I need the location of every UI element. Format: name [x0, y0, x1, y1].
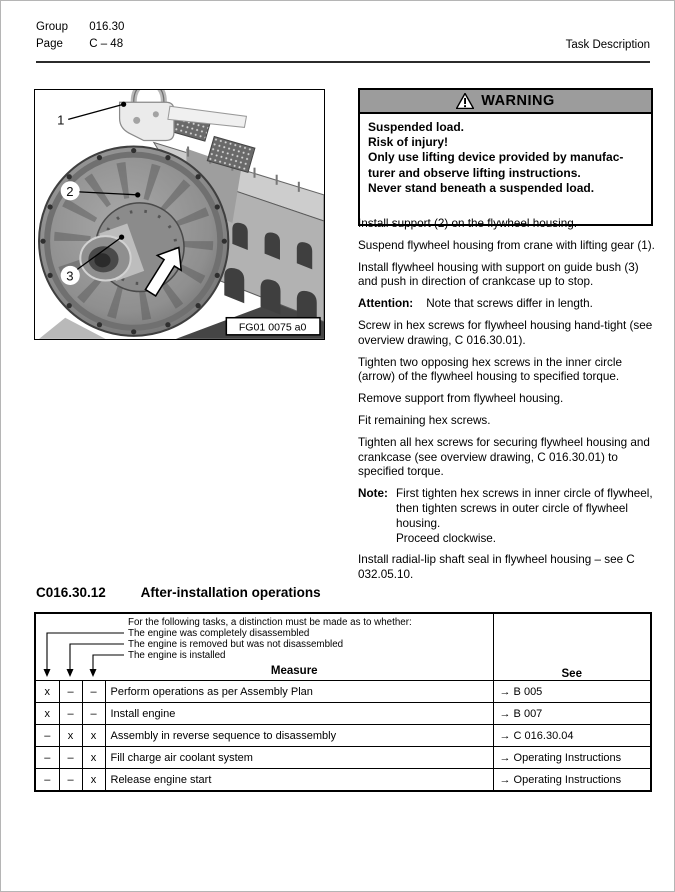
- warning-line: Only use lifting device provided by manufac-: [368, 150, 624, 165]
- table-row: [35, 681, 651, 703]
- header-page-row: [36, 36, 124, 53]
- warning-box: [358, 88, 653, 226]
- see-cell: → Operating Instructions: [493, 747, 651, 769]
- legend-line: The engine was completely disassembled: [128, 628, 310, 639]
- group-value: 016.30: [89, 21, 125, 33]
- callout-1: 1: [57, 112, 65, 128]
- after-installation-table: [34, 612, 652, 792]
- measure-cell: Perform operations as per Assembly Plan: [105, 681, 493, 703]
- header-rule: [36, 61, 650, 63]
- warning-line: Suspended load.: [368, 120, 465, 134]
- guide-bush: [80, 236, 135, 280]
- flag-installed: –: [82, 681, 105, 703]
- flag-disassembled: x: [35, 703, 59, 725]
- instruction-paragraph: Tighten all hex screws for securing flywheel housing and crankcase (see overview drawing, C 016.30.01) to specified torque.: [358, 435, 650, 479]
- section-title: After-installation operations: [140, 585, 321, 600]
- flag-installed: x: [82, 725, 105, 747]
- table-header-row: [35, 613, 651, 681]
- table-legend: [128, 617, 489, 661]
- measure-cell: Install engine: [105, 703, 493, 725]
- flag-installed: –: [82, 703, 105, 725]
- legend-line: The engine is installed: [128, 650, 226, 661]
- attention-label: Attention:: [358, 297, 414, 311]
- see-column-header: See: [493, 613, 651, 681]
- instruction-paragraph: Suspend flywheel housing from crane with lifting gear (1).: [358, 238, 655, 252]
- see-cell: → B 005: [493, 681, 651, 703]
- flag-installed: x: [82, 747, 105, 769]
- legend-line: The engine is removed but was not disassembled: [128, 639, 344, 650]
- instruction-paragraph: Remove support from flywheel housing.: [358, 392, 564, 406]
- note-text: First tighten hex screws in inner circle of flywheel, then tighten screws in outer circle of flywheel housing.: [396, 487, 653, 530]
- callout-2: 2: [66, 183, 74, 199]
- table-row: [35, 725, 651, 747]
- engine-figure: [34, 89, 325, 340]
- warning-line: Risk of injury!: [368, 135, 449, 150]
- legend-and-measure-header: [35, 613, 493, 681]
- instruction-paragraph: Tighten two opposing hex screws in the inner circle (arrow) of the flywheel housing to specified torque.: [358, 355, 622, 384]
- table-row: [35, 703, 651, 725]
- section-number: C016.30.12: [36, 585, 106, 600]
- see-cell: → C 016.30.04: [493, 725, 651, 747]
- flag-removed: –: [59, 703, 82, 725]
- warning-line: Never stand beneath a suspended load.: [368, 180, 595, 195]
- note-body: [396, 487, 656, 546]
- section-name: Task Description: [565, 39, 650, 51]
- measure-cell: Release engine start: [105, 769, 493, 792]
- instruction-paragraph: Install radial-lip shaft seal in flywheel housing – see C 032.05.10.: [358, 553, 635, 582]
- engine-illustration: [35, 90, 324, 339]
- section-heading: [36, 585, 321, 600]
- flywheel-housing: [39, 147, 228, 336]
- figure-ref-label: FG01 0075 a0: [238, 321, 307, 334]
- warning-triangle-icon: [456, 93, 474, 109]
- flag-disassembled: –: [35, 769, 59, 792]
- table-row: [35, 769, 651, 792]
- warning-title-bar: [360, 90, 651, 114]
- measure-cell: Assembly in reverse sequence to disassembly: [105, 725, 493, 747]
- instruction-paragraph: Screw in hex screws for flywheel housing hand-tight (see overview drawing, C 016.30.01).: [358, 318, 653, 347]
- see-cell: → Operating Instructions: [493, 769, 651, 792]
- callout-3: 3: [66, 268, 74, 284]
- note-text-2: Proceed clockwise.: [396, 531, 497, 545]
- instruction-paragraph: Fit remaining hex screws.: [358, 413, 491, 427]
- table-row: [35, 747, 651, 769]
- see-cell: → B 007: [493, 703, 651, 725]
- page-header: [36, 19, 124, 53]
- warning-line: turer and observe lifting instructions.: [368, 165, 581, 180]
- measure-cell: Fill charge air coolant system: [105, 747, 493, 769]
- flag-removed: –: [59, 681, 82, 703]
- attention-text: Note that screws differ in length.: [426, 297, 593, 311]
- instruction-paragraph: Install flywheel housing with support on guide bush (3) and push in direction of crankcase up to stop.: [358, 260, 639, 289]
- flag-disassembled: –: [35, 725, 59, 747]
- flag-removed: –: [59, 769, 82, 792]
- legend-bracket-arrows-icon: [36, 614, 126, 680]
- instruction-paragraph: Install support (2) on the flywheel housing.: [358, 217, 577, 230]
- header-group-row: [36, 19, 124, 36]
- warning-text: [360, 114, 651, 224]
- figure-ref: [226, 318, 320, 335]
- legend-line: For the following tasks, a distinction must be made as to whether:: [128, 617, 412, 628]
- note-block: [358, 487, 656, 546]
- measure-column-header: Measure: [270, 665, 318, 677]
- attention-note: [358, 297, 656, 312]
- task-instructions: [358, 217, 656, 590]
- warning-title: WARNING: [481, 93, 555, 109]
- flag-disassembled: x: [35, 681, 59, 703]
- page-value: C – 48: [89, 38, 124, 50]
- flag-removed: –: [59, 747, 82, 769]
- flag-installed: x: [82, 769, 105, 792]
- group-label: Group: [36, 21, 68, 33]
- note-label: Note:: [358, 487, 388, 501]
- flag-disassembled: –: [35, 747, 59, 769]
- page-label: Page: [36, 38, 63, 50]
- flag-removed: x: [59, 725, 82, 747]
